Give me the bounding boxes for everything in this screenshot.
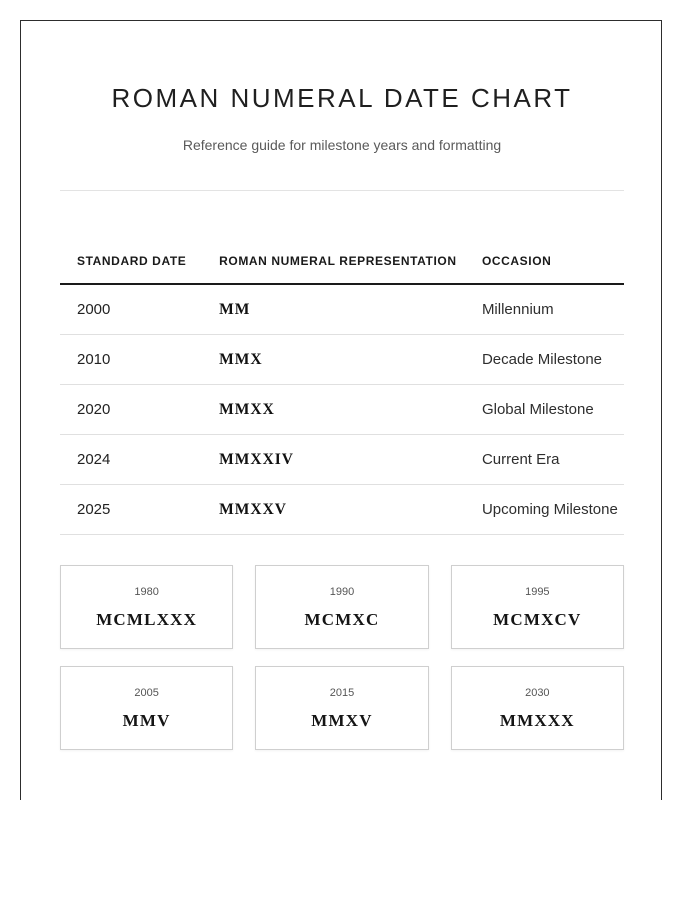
standard-date-cell: 2025 [60,485,202,535]
roman-numeral-cell: MM [202,284,465,335]
year-card [451,666,624,750]
standard-date-cell: 2024 [60,435,202,485]
standard-date-cell: 2000 [60,284,202,335]
column-header-roman-numeral: ROMAN NUMERAL REPRESENTATION [202,253,465,284]
card-year-label: 2015 [329,687,355,699]
roman-numeral-cell: MMXXV [202,485,465,535]
page-subtitle: Reference guide for milestone years and formatting [182,137,502,153]
page-title: ROMAN NUMERAL DATE CHART [111,83,573,113]
year-card [60,565,233,649]
card-year-label: 2005 [134,687,159,699]
table-row [60,385,624,435]
occasion-cell: Decade Milestone [465,335,624,385]
title-divider [60,190,624,191]
card-year-label: 1980 [134,586,159,598]
roman-numeral-cell: MMXX [202,385,465,435]
occasion-cell: Millennium [465,284,624,335]
table-row [60,284,624,335]
year-card [255,565,428,649]
year-card [451,565,624,649]
roman-numeral-cell: MMXXIV [202,435,465,485]
card-year-label: 2030 [525,687,550,699]
document-page [20,20,662,800]
table-header-row [60,253,624,284]
card-roman-numeral: MCMLXXX [96,610,198,629]
standard-date-cell: 2020 [60,385,202,435]
card-roman-numeral: MMV [122,711,171,730]
card-roman-numeral: MCMXCV [493,610,582,629]
table-row [60,485,624,535]
occasion-cell: Current Era [465,435,624,485]
standard-date-cell: 2010 [60,335,202,385]
year-card [255,666,428,750]
card-roman-numeral: MCMXC [304,610,380,629]
column-header-occasion: OCCASION [465,253,624,284]
card-roman-numeral: MMXV [311,711,373,730]
occasion-cell: Global Milestone [465,385,624,435]
table-row [60,335,624,385]
roman-numeral-table [60,253,624,535]
table-row [60,435,624,485]
card-year-label: 1990 [329,586,355,598]
year-cards-grid [60,565,624,750]
card-roman-numeral: MMXXX [499,711,575,730]
year-card [60,666,233,750]
column-header-standard-date: STANDARD DATE [60,253,202,284]
card-year-label: 1995 [525,586,550,598]
occasion-cell: Upcoming Milestone [465,485,624,535]
roman-numeral-cell: MMX [202,335,465,385]
